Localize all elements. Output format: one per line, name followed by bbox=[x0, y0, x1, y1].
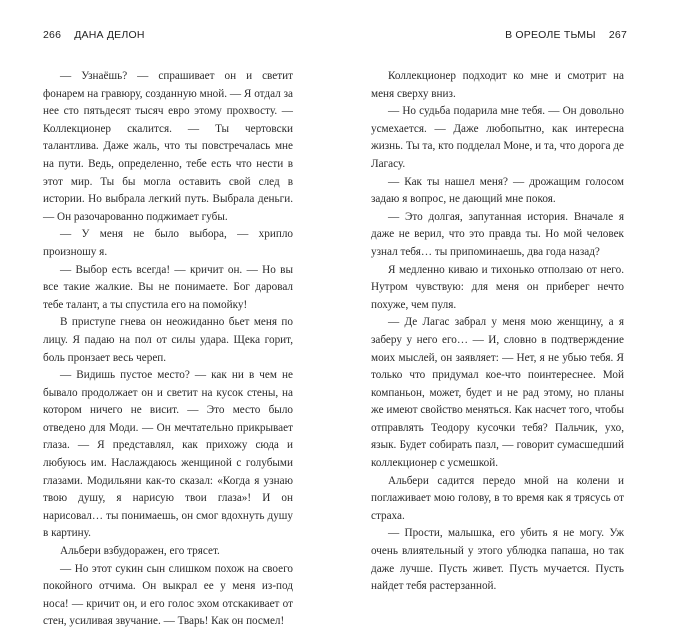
paragraph: Я медленно киваю и тихонько отползаю от него. Нутром чувствую: для меня он приберег нечто похуже, чем пуля. bbox=[371, 263, 624, 311]
paragraph: Коллекционер подходит ко мне и смотрит на меня сверху вниз. bbox=[371, 70, 624, 100]
paragraph: Альбери взбудоражен, его трясет. bbox=[60, 545, 220, 558]
paragraph: — Прости, малышка, его убить я не могу. Уж очень влиятельный у этого ублюдка папаша, но так даже лучше. Пусть живет. Пусть мучается. Пусть найдет тебя растерзанной. bbox=[371, 527, 624, 593]
paragraph: — Де Лагас забрал у меня мою женщину, а я заберу у него его… — И, словно в подтверждение моих мыслей, он заявляет: — Нет, я не убью тебя. Я только что придумал кое-что поинтереснее. Мой компаньон, может, будет и не рад этому, но планы же имеют свойство меняться. Как насчет того, чтобы отправлять Теодору кусочки тебя? Пальчик, ухо, язык. Будет собирать пазл, — говорит сумасшедший коллекционер с усмешкой. bbox=[371, 316, 624, 470]
paragraph: — Но судьба подарила мне тебя. — Он довольно усмехается. — Даже любопытно, как интересна жизнь. Ты та, кто подделал Моне, и та, что дорога де Лагасу. bbox=[371, 105, 624, 170]
right-page bbox=[337, 0, 674, 593]
paragraph: — Видишь пустое место? — как ни в чем не бывало продолжает он и светит на кусок стены, на котором ничего не висит. — Это место было отведено для Моди. — Он мечтательно прикрывает глаза. — Я представлял, как прихожу сюда и любуюсь им. Наслаждаюсь женщиной с голубыми глазами. Модильяни как-то сказал: «Когда я узнаю твою душу, я нарисую твои глаза»! И он нарисовал… ты понимаешь, он смог вдохнуть душу в картину. bbox=[43, 369, 293, 540]
book-title: В ОРЕОЛЕ ТЬМЫ bbox=[505, 29, 596, 41]
paragraph: Альбери садится передо мной на колени и поглаживает мою голову, в то время как я трясусь от страха. bbox=[371, 474, 624, 522]
page-number-left: 266 bbox=[43, 29, 62, 41]
left-running-header bbox=[43, 29, 145, 41]
paragraph: — Узнаёшь? — спрашивает он и светит фонарем на гравюру, созданную мной. — Я отдал за нее сто пятьдесят тысяч евро этому прохвосту. — Коллекционер скалится. — Ты чертовски талантлива. Даже жаль, что ты повстречалась мне на пути. Ведь, определенно, тебе есть что нести в этот мир. Ты бы могла оставить свой след в истории. Но выбрала легкий путь. Выбрала деньги. — Он разочарованно поджимает губы. bbox=[43, 70, 293, 223]
right-running-header bbox=[505, 29, 627, 41]
paragraph: — Выбор есть всегда! — кричит он. — Но вы все такие жалкие. Вы не понимаете. Бог даровал тебе талант, а ты спустила его на помойку! bbox=[43, 263, 293, 311]
left-page-text bbox=[43, 68, 293, 631]
paragraph: В приступе гнева он неожиданно бьет меня по лицу. Я падаю на пол от силы удара. Щека горит, боль пронзает весь череп. bbox=[43, 316, 293, 364]
left-page bbox=[0, 0, 337, 628]
paragraph: — Но этот сукин сын слишком похож на своего покойного отчима. Он выкрал ее у меня из-под носа! — кричит он, и его голос эхом отскакивает от стен, усиливая звучание. — Тварь! Как он посмел! bbox=[43, 562, 293, 628]
right-page-text bbox=[371, 68, 624, 596]
paragraph: — Как ты нашел меня? — дрожащим голосом задаю я вопрос, не дающий мне покоя. bbox=[371, 175, 624, 206]
paragraph: — У меня не было выбора, — хрипло произношу я. bbox=[43, 228, 293, 258]
paragraph: — Это долгая, запутанная история. Вначале я даже не верил, что это правда ты. Но мой человек узнал тебя… ты припоминаешь, два года назад? bbox=[371, 210, 624, 258]
page-number-right: 267 bbox=[608, 29, 627, 41]
author-name: ДАНА ДЕЛОН bbox=[74, 29, 145, 41]
